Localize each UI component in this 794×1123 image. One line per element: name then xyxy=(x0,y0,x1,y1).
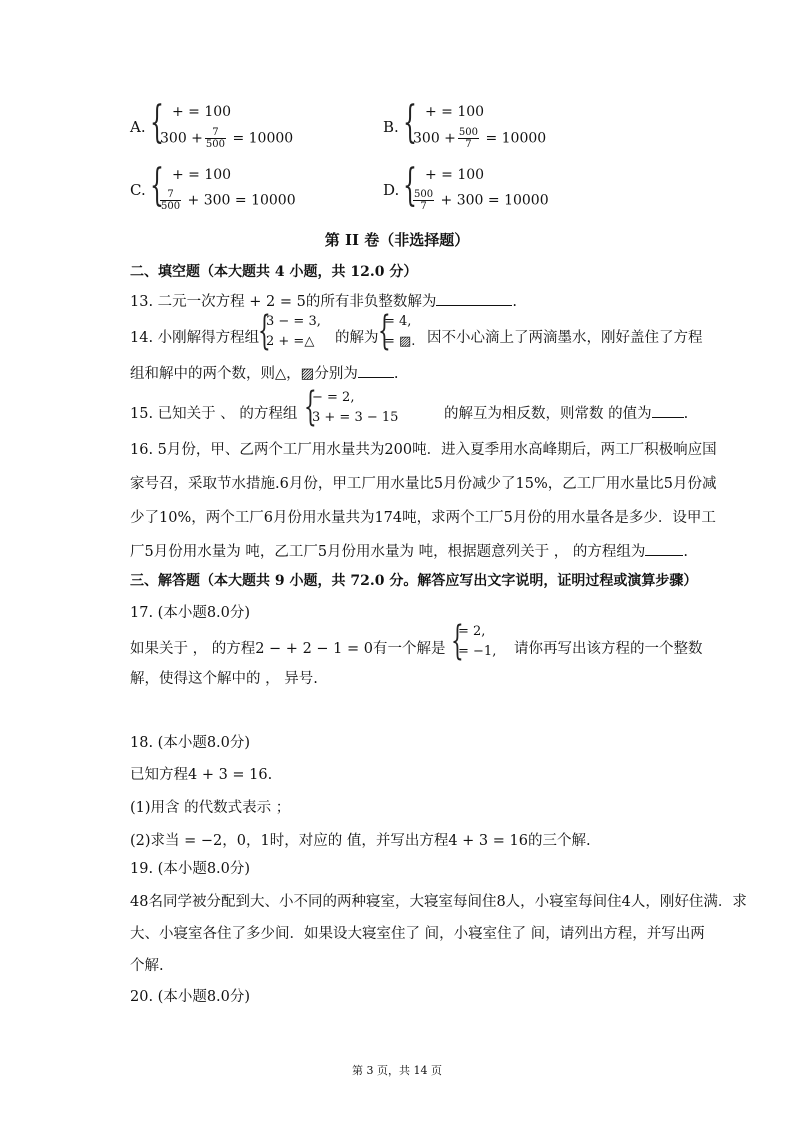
left-brace-icon: { xyxy=(378,308,391,354)
answer-blank[interactable] xyxy=(645,541,683,556)
option-b-line2: 300 + $\frac{500}{7}$ = 10000 xyxy=(413,127,547,150)
option-d-label: D. xyxy=(383,181,400,199)
option-b-line1: + = 100 xyxy=(425,104,485,120)
left-brace-icon: { xyxy=(403,160,417,211)
answer-blank[interactable] xyxy=(652,403,684,418)
section-heading-fill-blank: 二、填空题（本大题共 4 小题，共 12.0 分） xyxy=(130,264,418,280)
option-c-label: C. xyxy=(130,181,146,199)
option-a-label: A. xyxy=(130,118,146,136)
left-brace-icon: { xyxy=(150,97,164,148)
left-brace-icon: { xyxy=(150,160,164,211)
option-d-line2: $\frac{500}{7}$ + 300 = 10000 xyxy=(414,189,549,212)
option-c-line2: $\frac{7}{500}$ + 300 = 10000 xyxy=(161,189,296,212)
answer-blank[interactable] xyxy=(436,291,512,306)
part-title: 第 II 卷（非选择题） xyxy=(324,231,470,249)
option-c-line1: + = 100 xyxy=(172,167,232,183)
option-a-line1: + = 100 xyxy=(172,104,232,120)
page-footer: 第 3 页，共 14 页 xyxy=(352,1064,442,1077)
question-20: 20. (本小题8.0分) xyxy=(130,989,251,1005)
option-b-label: B. xyxy=(383,118,399,136)
left-brace-icon: { xyxy=(403,97,417,148)
section-heading-answer: 三、解答题（本大题共 9 小题，共 72.0 分。解答应写出文字说明，证明过程或演算步骤） xyxy=(130,573,698,589)
question-13: 13. 二元一次方程 + 2 = 5的所有非负整数解为 . xyxy=(130,290,517,311)
left-brace-icon: { xyxy=(304,384,317,430)
option-a-line2: 300 + $\frac{7}{500}$ = 10000 xyxy=(160,127,294,150)
option-d-line1: + = 100 xyxy=(425,167,485,183)
answer-blank[interactable] xyxy=(358,363,394,378)
left-brace-icon: { xyxy=(451,618,464,664)
left-brace-icon: { xyxy=(258,308,271,354)
